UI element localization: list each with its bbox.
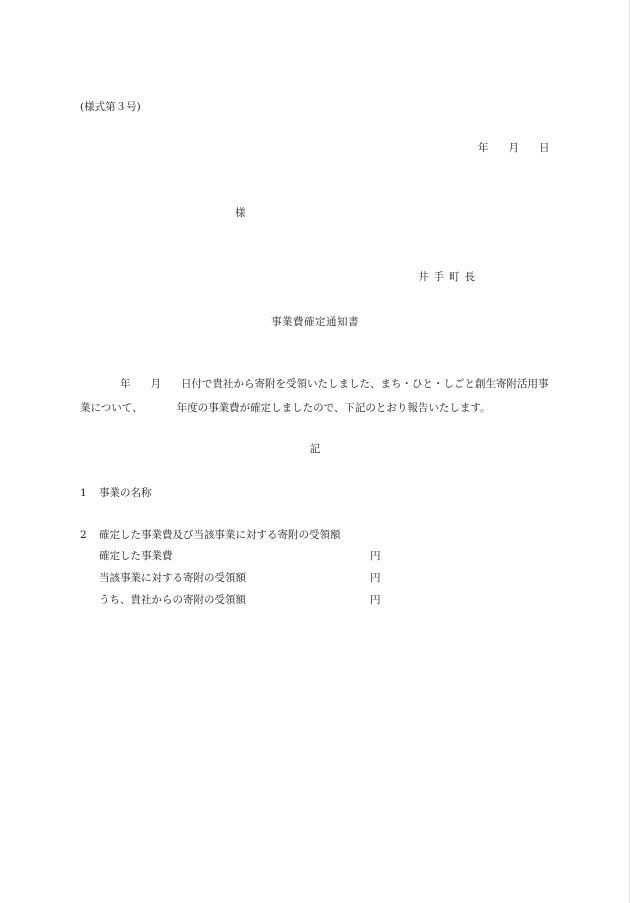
date-month: 月	[508, 142, 519, 154]
ki-heading: 記	[309, 443, 321, 455]
body-month: 月	[150, 378, 161, 390]
item-2-number: 2	[80, 529, 87, 541]
body-line-1	[80, 377, 549, 391]
addressee-suffix: 様	[235, 207, 246, 219]
date-day: 日	[539, 142, 550, 154]
amount-row-label: うち、貴社からの寄附の受領額	[99, 594, 246, 606]
amount-row-unit: 円	[370, 550, 381, 562]
item-2-label: 確定した事業費及び当該事業に対する寄附の受領額	[99, 529, 341, 541]
body-text-2a: 業について、	[80, 402, 143, 414]
item-1-label: 事業の名称	[99, 487, 152, 499]
amount-row-label: 当該事業に対する寄附の受領額	[99, 572, 246, 584]
item-1	[80, 486, 152, 500]
issuer-name: 井手町長	[418, 271, 480, 283]
form-number: (様式第３号)	[80, 101, 141, 113]
item-1-number: 1	[80, 487, 87, 499]
body-line-2	[80, 401, 491, 415]
body-text-2b: 年度の事業費が確定しましたので、下記のとおり報告いたします。	[176, 402, 491, 414]
document-title: 事業費確定通知書	[271, 316, 359, 328]
amount-row-unit: 円	[370, 594, 381, 606]
amount-row-label: 確定した事業費	[99, 550, 173, 562]
item-2	[80, 528, 341, 542]
body-year: 年	[120, 378, 131, 390]
date-line	[478, 141, 550, 155]
body-text-1: 日付で貴社から寄附を受領いたしました、まち・ひと・しごと創生寄附活用事	[181, 378, 549, 390]
amount-row-unit: 円	[370, 572, 381, 584]
date-year: 年	[478, 142, 489, 154]
